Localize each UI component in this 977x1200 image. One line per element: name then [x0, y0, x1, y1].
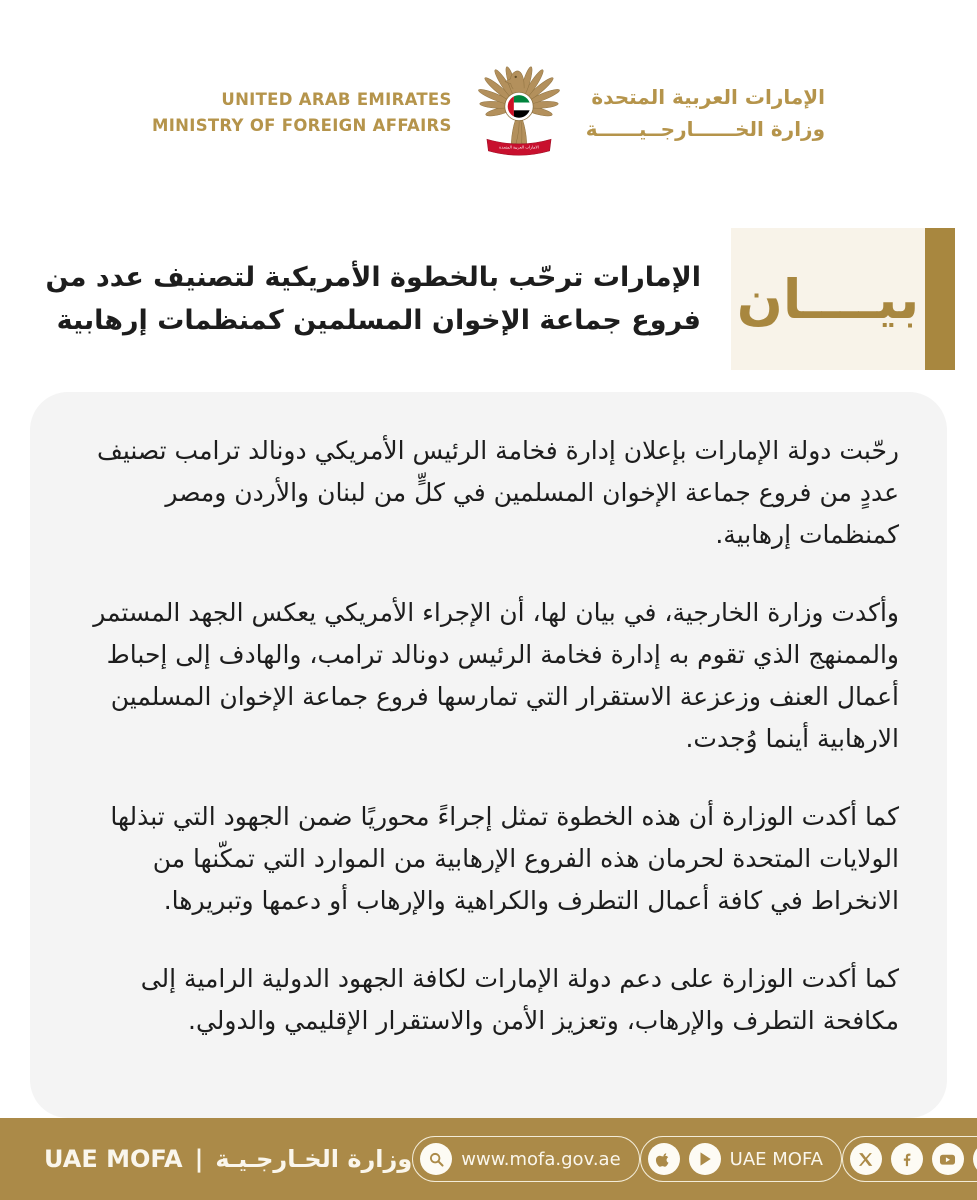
facebook-icon: [891, 1143, 923, 1175]
footer-brand-en: UAE MOFA: [44, 1145, 183, 1173]
statement-badge: [731, 228, 955, 370]
ministry-name-ar-line1: الإمارات العربية المتحدة: [591, 85, 825, 109]
footer-brand-separator: |: [194, 1145, 204, 1173]
ministry-name-ar-line2: وزارة الخــــــارجــيــــــة: [585, 117, 825, 141]
paragraph-2: وأكدت وزارة الخارجية، في بيان لها، أن الإجراء الأمريكي يعكس الجهد المستمر والممنهج الذي تقوم به إدارة فخامة الرئيس دونالد ترامب، والهادف إلى إحباط أعمال العنف وزعزعة الاستقرار التي تمارسها فروع جماعة الإخوان المسلمين الارهابية أينما وُجدت.: [93, 598, 899, 753]
footer-brand: [44, 1145, 412, 1173]
ministry-name-en: [152, 87, 452, 138]
social-pill[interactable]: [842, 1136, 977, 1182]
paragraph-3: كما أكدت الوزارة أن هذه الخطوة تمثل إجراءً محوريًا ضمن الجهود التي تبذلها الولايات المتحدة لحرمان هذه الفروع الإرهابية من الموارد التي تمكّنها من الانخراط في كافة أعمال التطرف والكراهية والإرهاب أو دعمها وتبريرها.: [110, 802, 899, 915]
website-pill[interactable]: [412, 1136, 639, 1182]
apple-app-store-icon: [648, 1143, 680, 1175]
search-icon: [420, 1143, 452, 1175]
paragraph-1: رحّبت دولة الإمارات بإعلان إدارة فخامة الرئيس الأمريكي دونالد ترامب تصنيف عددٍ من فروع جماعة الإخوان المسلمين في كلٍّ من لبنان والأردن ومصر كمنظمات إرهابية.: [96, 436, 899, 549]
ministry-name-en-line2: MINISTRY OF FOREIGN AFFAIRS: [151, 116, 452, 135]
statement-body-panel: [30, 392, 947, 1118]
falcon-emblem-svg: [468, 52, 570, 174]
apps-label: UAE MOFA: [729, 1148, 823, 1170]
website-url: www.mofa.gov.ae: [461, 1148, 621, 1170]
ministry-name-en-line1: UNITED ARAB EMIRATES: [221, 90, 452, 110]
badge-label: بيــــان: [736, 267, 920, 331]
paragraph-4: كما أكدت الوزارة على دعم دولة الإمارات لكافة الجهود الدولية الرامية إلى مكافحة التطرف والإرهاب، وتعزيز الأمن والاستقرار الإقليمي والدولي.: [140, 964, 899, 1035]
header: [0, 52, 977, 174]
badge-accent-bar: [925, 228, 955, 370]
google-play-icon: [689, 1143, 721, 1175]
ministry-name-ar: [586, 81, 825, 145]
statement-title: الإمارات ترحّب بالخطوة الأمريكية لتصنيف عدد من فروع جماعة الإخوان المسلمين كمنظمات إرهابية: [45, 261, 701, 336]
uae-falcon-emblem-icon: [468, 52, 570, 174]
footer-brand-ar: وزارة الخـارجـيـة: [215, 1145, 413, 1173]
emblem-ribbon-text: الامارات العربية المتحدة: [498, 144, 539, 150]
x-twitter-icon: [850, 1143, 882, 1175]
statement-title-row: [30, 228, 955, 370]
youtube-icon: [932, 1143, 964, 1175]
footer: [0, 1118, 977, 1200]
instagram-icon: [973, 1143, 977, 1175]
apps-pill[interactable]: [640, 1136, 842, 1182]
